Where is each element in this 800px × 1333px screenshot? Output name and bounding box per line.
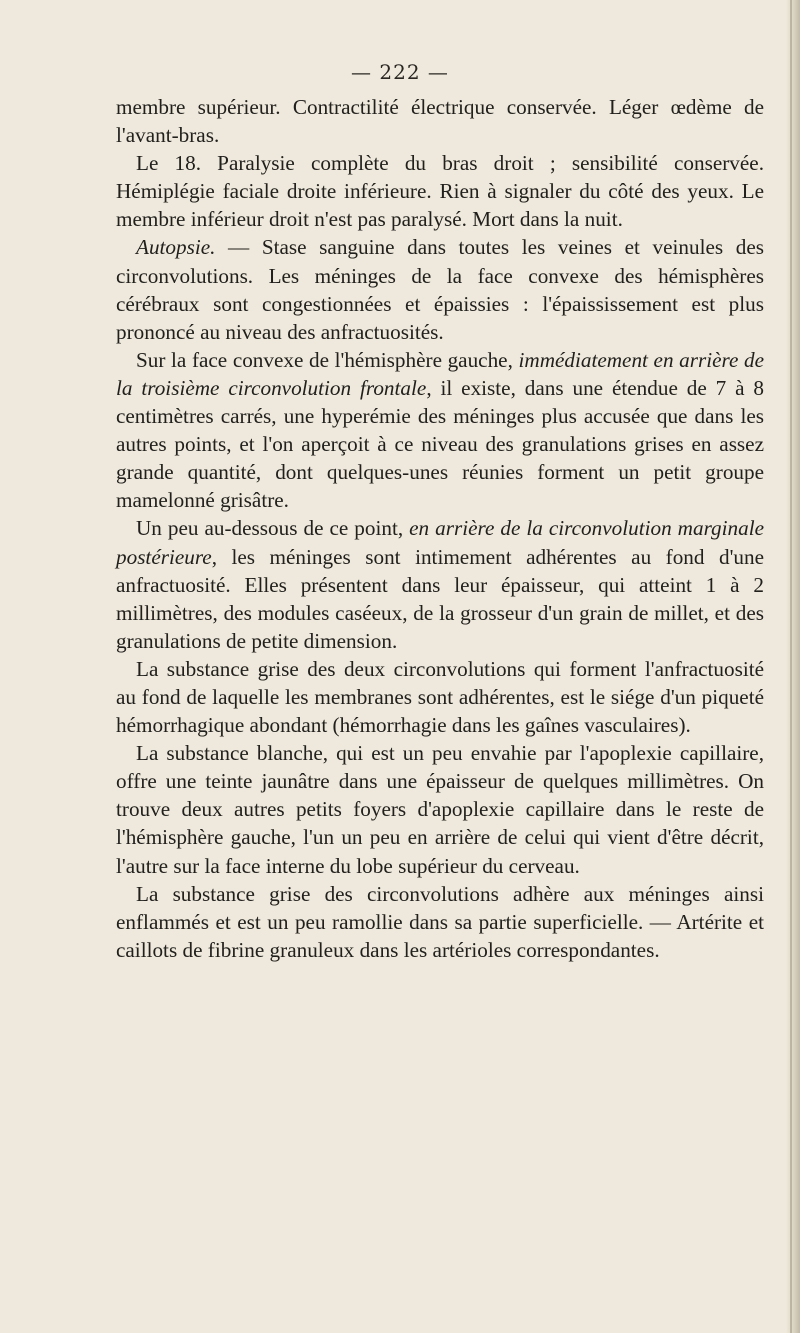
autopsy-label: Autopsie.	[136, 235, 216, 260]
autopsy-text: — Stase sanguine dans toutes les veines et veinules des circonvolutions. Les méninges de la face convexe des hémisphères cérébraux sont congestionnées et épaissies : l'épaississement est plus prononcé au niveau des anfractuosités.	[116, 235, 764, 344]
paragraph-text-start: Un peu au-dessous de ce point,	[136, 516, 410, 541]
paragraph-continuation: membre supérieur. Contractilité électrique conservée. Léger œdème de l'avant-bras.	[116, 95, 764, 148]
paragraph-white-substance: La substance blanche, qui est un peu envahie par l'apoplexie capillaire, offre une teinte jaunâtre dans une épaisseur de quelques millimètres. On trouve deux autres petits foyers d'apoplexie capillaire dans le reste de l'hémisphère gauche, l'un un peu en arrière de celui qui vient d'être décrit, l'autre sur la face interne du lobe supérieur du cerveau.	[116, 741, 764, 878]
paragraph-below-point	[116, 514, 764, 654]
paragraph-autopsy	[116, 233, 764, 345]
page-edge-shadow	[786, 0, 800, 1333]
paragraph-day-18: Le 18. Paralysie complète du bras droit ; sensibilité conservée. Hémiplégie faciale droite inférieure. Rien à signaler du côté des yeux. Le membre inférieur droit n'est pas paralysé. Mort dans la nuit.	[116, 151, 764, 232]
paragraph-circonvolutions: La substance grise des circonvolutions adhère aux méninges ainsi enflammés et est un peu ramollie dans sa partie superficielle. — Artérite et caillots de fibrine granuleux dans les artérioles correspondantes.	[116, 881, 764, 962]
paragraph-text-start: Sur la face convexe de l'hémisphère gauche,	[136, 347, 519, 372]
paragraph-text-end: , il existe, dans une étendue de 7 à 8 centimètres carrés, une hyperémie des méninges plus accusée que dans les autres points, et l'on aperçoit à ce niveau des granulations grises en assez grande quantité, dont quelques-unes réunies forment un petit groupe mamelonné grisâtre.	[116, 375, 765, 513]
location-emphasis: en arrière de la circonvolution marginale postérieure	[116, 516, 764, 569]
page-edge-line	[790, 0, 792, 1333]
paragraph-grey-substance: La substance grise des deux circonvolutions qui forment l'anfractuosité au fond de laquelle les membranes sont adhérentes, est le siége d'un piqueté hémorrhagique abondant (hémorrhagie dans les gaînes vasculaires).	[116, 656, 764, 738]
paragraph-left-hemisphere	[116, 346, 764, 515]
location-emphasis: immédiatement en arrière de la troisième circonvolution frontale	[116, 347, 764, 400]
paragraph-text-end: , les méninges sont intimement adhérentes au fond d'une anfractuosité. Elles présentent dans leur épaisseur, qui atteint 1 à 2 millimètres, des modules caséeux, de la grosseur d'un grain de millet, et des granulations de petite dimension.	[116, 544, 764, 653]
page-number: — 222 —	[351, 60, 449, 84]
body-text	[116, 93, 764, 964]
